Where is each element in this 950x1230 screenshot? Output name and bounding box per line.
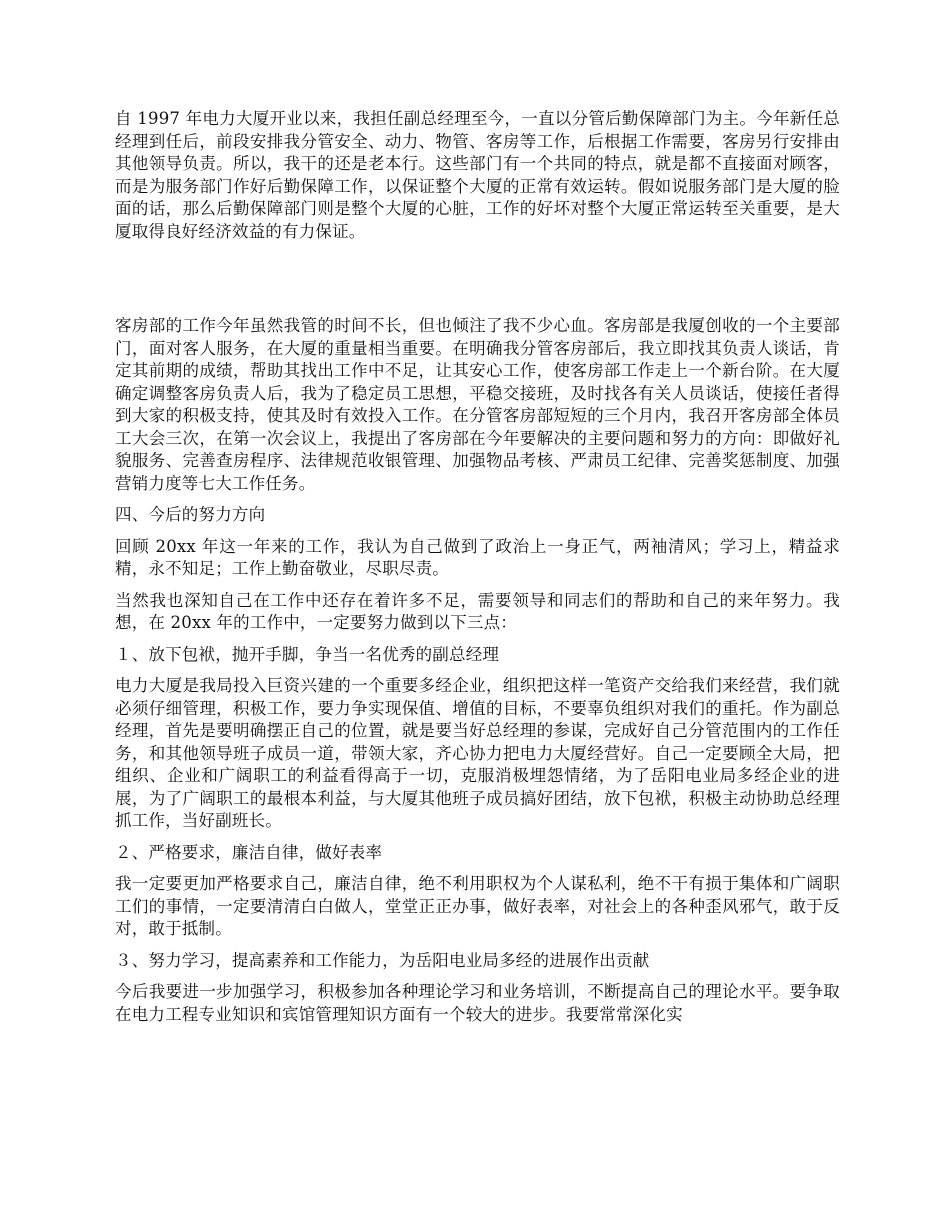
document-page bbox=[115, 108, 840, 1026]
point-2-body: 我一定要更加严格要求自己，廉洁自律，绝不利用职权为个人谋私利，绝不干有损于集体和广阔职工们的事情，一定要清清白白做人，堂堂正正办事，做好表率，对社会上的各种歪风邪气，敢于反对，敢于抵制。 bbox=[115, 874, 840, 938]
paragraph-intro: 自 1997 年电力大厦开业以来，我担任副总经理至今，一直以分管后勤保障部门为主。今年新任总经理到任后，前段安排我分管安全、动力、物管、客房等工作，后根据工作需要，客房另行安排由其他领导负责。所以，我干的还是老本行。这些部门有一个共同的特点，就是都不直接面对顾客，而是为服务部门作好后勤保障工作，以保证整个大厦的正常有效运转。假如说服务部门是大厦的脸面的话，那么后勤保障部门则是整个大厦的心脏，工作的好坏对整个大厦正常运转至关重要，是大厦取得良好经济效益的有力保证。 bbox=[115, 109, 840, 241]
point-2-heading: ２、严格要求，廉洁自律，做好表率 bbox=[115, 842, 383, 862]
point-3-body: 今后我要进一步加强学习，积极参加各种理论学习和业务培训，不断提高自己的理论水平。要争取在电力工程专业知识和宾馆管理知识方面有一个较大的进步。我要常常深化实 bbox=[115, 982, 840, 1024]
point-1-heading: １、放下包袱，抛开手脚，争当一名优秀的副总经理 bbox=[115, 644, 500, 664]
paragraph-shortcomings: 当然我也深知自己在工作中还存在着许多不足，需要领导和同志们的帮助和自己的来年努力。我想，在 20xx 年的工作中，一定要努力做到以下三点： bbox=[115, 590, 840, 632]
section-heading-future: 四、今后的努力方向 bbox=[115, 505, 266, 524]
point-1-body: 电力大厦是我局投入巨资兴建的一个重要多经企业，组织把这样一笔资产交给我们来经营，我们就必须仔细管理，积极工作，要力争实现保值、增值的目标，不要辜负组织对我们的重托。作为副总经理，首先是要明确摆正自己的位置，就是要当好总经理的参谋，完成好自己分管范围内的工作任务，和其他领导班子成员一道，带领大家，齐心协力把电力大厦经营好。自己一定要顾全大局，把组织、企业和广阔职工的利益看得高于一切，克服消极埋怨情绪，为了岳阳电业局多经企业的进展，为了广阔职工的最根本利益，与大厦其他班子成员搞好团结，放下包袱，积极主动协助总经理抓工作，当好副班长。 bbox=[115, 676, 840, 830]
paragraph-guestroom: 客房部的工作今年虽然我管的时间不长，但也倾注了我不少心血。客房部是我厦创收的一个主要部门，面对客人服务，在大厦的重量相当重要。在明确我分管客房部后，我立即找其负责人谈话，肯定其前期的成绩，帮助其找出工作中不足，让其安心工作，使客房部工作走上一个新台阶。在大厦确定调整客房负责人后，我为了稳定员工思想，平稳交接班，及时找各有关人员谈话，使接任者得到大家的积极支持，使其及时有效投入工作。在分管客房部短短的三个月内，我召开客房部全体员工大会三次，在第一次会议上，我提出了客房部在今年要解决的主要问题和努力的方向：即做好礼貌服务、完善查房程序、法律规范收银管理、加强物品考核、严肃员工纪律、完善奖惩制度、加强营销力度等七大工作任务。 bbox=[115, 316, 840, 493]
point-3-heading: ３、努力学习，提高素养和工作能力，为岳阳电业局多经的进展作出贡献 bbox=[115, 950, 650, 970]
paragraph-review: 回顾 20xx 年这一年来的工作，我认为自己做到了政治上一身正气，两袖清风；学习上，精益求精，永不知足；工作上勤奋敬业，尽职尽责。 bbox=[115, 536, 840, 578]
blank-spacer bbox=[115, 243, 840, 315]
